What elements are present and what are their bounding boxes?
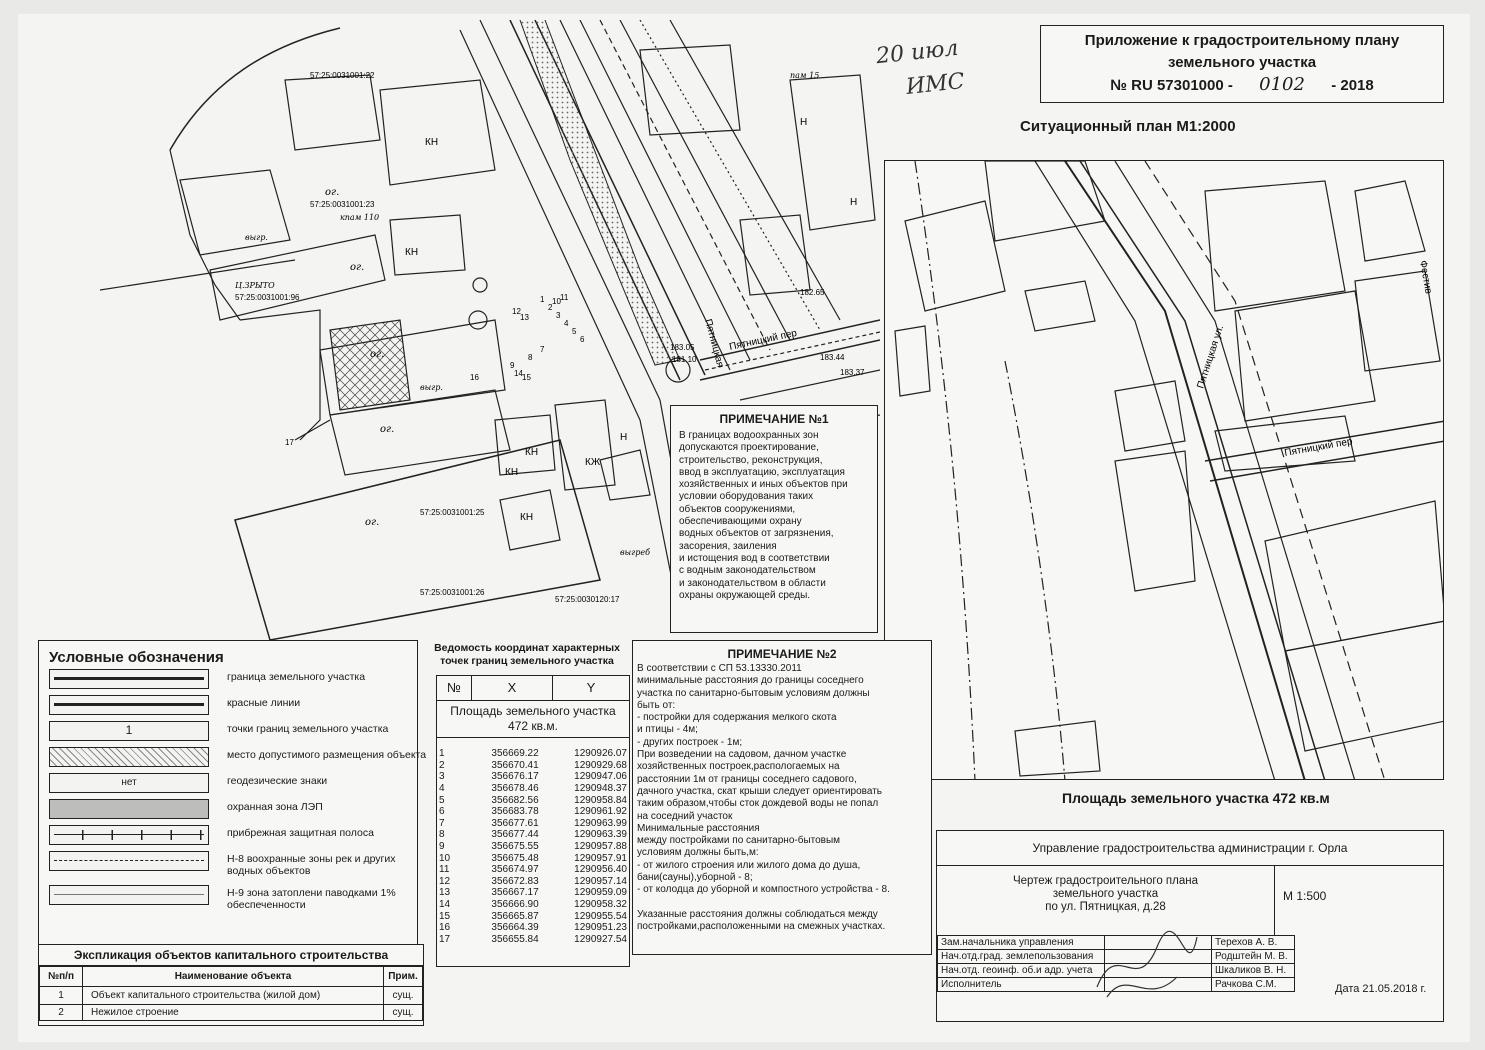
coords-no: 10	[439, 852, 451, 864]
coords-y: 1290926.07	[574, 748, 627, 760]
building-label: КН	[425, 137, 439, 148]
situation-street-lane: Пятницкий пер	[1283, 436, 1354, 459]
coords-x: 356682.56	[491, 794, 539, 806]
point-number: 12	[512, 307, 521, 316]
legend-symbol-coastal	[49, 825, 209, 845]
note2-line: и птицы - 4м;	[637, 724, 698, 736]
stamp-role: Зам.начальника управления	[938, 936, 1105, 950]
point-number: 17	[285, 438, 294, 447]
note2-box	[632, 640, 932, 955]
legend-symbol-red-lines	[49, 695, 209, 715]
explication-title: Экспликация объектов капитального строительства	[39, 945, 423, 966]
coords-row	[437, 748, 629, 760]
note1-line: хозяйственных и иных объектов при	[679, 479, 848, 491]
explication-row: 1 Объект капитального строительства (жилой дом) сущ.	[40, 987, 423, 1005]
point-number: 9	[510, 361, 515, 370]
legend-label: граница земельного участка	[227, 671, 366, 683]
map-note: выгреб	[620, 548, 650, 557]
legend-label: прибрежная защитная полоса	[227, 827, 374, 839]
coords-y: 1290948.37	[574, 783, 627, 795]
point-number: 14	[514, 369, 523, 378]
situation-area-caption: Площадь земельного участка 472 кв.м	[1062, 790, 1330, 806]
note1-line: и законодательством в области	[679, 577, 826, 589]
header-line2: земельного участка	[1167, 54, 1317, 71]
coords-row	[437, 887, 629, 899]
coords-no: 13	[439, 887, 451, 899]
point-number: 16	[470, 373, 479, 382]
stamp-drawing-line1: Чертеж градостроительного плана	[1012, 875, 1199, 887]
note1-line: охраны окружающей среды.	[679, 589, 811, 601]
legend-label: Н-8 воохранные зоны рек и других водных объектов	[227, 853, 396, 877]
note1-line: обеспечивающими охрану	[679, 516, 802, 528]
coords-x: 356664.39	[491, 922, 539, 934]
coords-no: 7	[439, 817, 445, 829]
note2-line: При возведении на садовом, дачном участке	[637, 749, 847, 761]
handwritten-plan-number: 0102	[1259, 74, 1305, 95]
coords-row	[437, 934, 629, 946]
coords-x: 356655.84	[491, 933, 539, 945]
note1-line: В границах водоохранных зон	[679, 430, 819, 441]
coords-no: 4	[439, 783, 445, 795]
title-block	[936, 830, 1444, 1022]
coords-no: 11	[439, 864, 450, 876]
cadastre-label: 57:25:0031001:23	[310, 200, 375, 209]
map-note: выгр.	[420, 383, 443, 392]
legend-label: Н-9 зона затоплени паводками 1% обеспеченности	[227, 887, 396, 911]
coords-row	[437, 852, 629, 864]
coords-no: 3	[439, 771, 445, 783]
legend-box	[38, 640, 427, 948]
legend-title: Условные обозначения	[49, 649, 224, 666]
map-note: 183.05	[670, 343, 695, 352]
coords-header	[437, 676, 629, 701]
coords-no: 15	[439, 910, 451, 922]
coords-x: 356674.97	[491, 864, 539, 876]
map-note: 183.44	[820, 353, 845, 362]
coords-y: 1290957.91	[574, 852, 627, 864]
stamp-person: Рачкова С.М.	[1212, 978, 1295, 992]
stamp-person: Терехов А. В.	[1212, 936, 1295, 950]
number-suffix: - 2018	[1331, 77, 1374, 94]
coords-x: 356677.61	[491, 817, 539, 829]
coords-no: 2	[439, 759, 445, 771]
coords-row	[437, 771, 629, 783]
note2-line: быть от:	[637, 699, 676, 711]
note1-box	[670, 405, 878, 633]
building-label: КН	[525, 447, 539, 458]
coords-y: 1290927.54	[574, 933, 627, 945]
point-number: 15	[522, 373, 531, 382]
coords-x: 356669.22	[491, 748, 539, 760]
situation-street-vertical: Пятницкая ул.	[1195, 323, 1227, 390]
handwritten-initials: ИМС	[904, 69, 966, 100]
note1-line: строительство, реконструкция,	[679, 454, 823, 466]
stamp-drawing-line3: по ул. Пятницкая, д.28	[1045, 901, 1166, 913]
stamp-date: Дата 21.05.2018 г.	[1335, 983, 1427, 995]
coords-x: 356672.83	[491, 875, 539, 887]
point-number: 2	[548, 303, 553, 312]
coords-row	[437, 864, 629, 876]
coords-x: 356667.17	[491, 887, 539, 899]
coords-row	[437, 841, 629, 853]
coords-row	[437, 876, 629, 888]
coords-x: 356665.87	[491, 910, 539, 922]
map-note: 183.37	[840, 368, 865, 377]
stamp-role: Нач.отд. геоинф. об.и адр. учета	[938, 964, 1105, 978]
yard-label: ог.	[325, 187, 340, 198]
explication-col-name: Наименование объекта	[83, 967, 384, 987]
explication-box	[38, 944, 424, 1026]
coords-y: 1290929.68	[574, 759, 627, 771]
stamp-person: Родштейн М. В.	[1212, 950, 1295, 964]
coords-x: 356677.44	[491, 829, 539, 841]
point-number: 6	[580, 335, 585, 344]
coords-no: 8	[439, 829, 445, 841]
note1-line: условии оборудования таких	[679, 491, 814, 503]
map-note: 181.10	[672, 355, 697, 364]
building-label: КН	[405, 247, 419, 258]
coords-y: 1290963.39	[574, 829, 627, 841]
note2-line	[637, 897, 927, 909]
coords-row	[437, 794, 629, 806]
note2-line: бани(сауны),уборной - 8;	[637, 872, 753, 884]
coords-table	[437, 748, 629, 945]
cadastre-label: 57:25:0031001:26	[420, 588, 485, 597]
cadastre-label: 57:25:0031001:22	[310, 71, 375, 80]
legend-symbol-geodetic: нет	[49, 773, 209, 793]
coords-y: 1290958.32	[574, 899, 627, 911]
building-label: Н	[850, 197, 858, 208]
note1-title: ПРИМЕЧАНИЕ №1	[719, 412, 829, 426]
point-number: 13	[520, 313, 529, 322]
point-number: 4	[564, 319, 569, 328]
note1-text	[679, 430, 869, 602]
legend-symbol-water-zone	[49, 851, 209, 871]
situation-drawing	[885, 161, 1444, 780]
note2-line: хозяйственных построек,распологаемых на	[637, 761, 840, 773]
coords-col-no: №	[437, 676, 472, 700]
note2-line: минимальные расстояния до границы соседнего	[637, 675, 864, 687]
coords-no: 17	[439, 933, 451, 945]
note1-line: и истощения вод в соответствии	[679, 552, 830, 564]
note1-line: объектов сооружениями,	[679, 503, 796, 515]
coords-x: 356666.90	[491, 899, 539, 911]
legend-item	[49, 695, 449, 721]
cadastre-label: 57:25:0031001:96	[235, 293, 300, 302]
legend-item	[49, 825, 449, 851]
note1-line: допускаются проектирование,	[679, 442, 819, 454]
header-number	[1041, 74, 1443, 97]
explication-row: 2 Нежилое строение сущ.	[40, 1005, 423, 1021]
legend-symbol-flood-zone	[49, 885, 209, 905]
coords-row	[437, 910, 629, 922]
note1-line: водных объектов от загрязнения,	[679, 528, 834, 540]
coords-no: 16	[439, 922, 451, 934]
coords-y: 1290961.92	[574, 806, 627, 818]
legend-label: красные линии	[227, 697, 301, 709]
note2-line: участка по санитарно-бытовым условиям должны	[637, 687, 870, 699]
cadastre-label: 57:25:0030120:17	[555, 595, 620, 604]
legend-item	[49, 721, 449, 747]
coords-row	[437, 806, 629, 818]
coords-no: 6	[439, 806, 445, 818]
map-note: выгр.	[245, 233, 268, 242]
coords-y: 1290957.88	[574, 841, 627, 853]
coords-x: 356675.55	[491, 841, 539, 853]
stamp-scale: М 1:500	[1283, 889, 1327, 903]
note2-line: - от жилого строения или жилого дома до душа,	[637, 859, 861, 871]
explication-table	[39, 966, 423, 1021]
situation-title: Ситуационный план М1:2000	[1020, 118, 1236, 135]
coords-x: 356683.78	[491, 806, 539, 818]
coords-y: 1290947.06	[574, 771, 627, 783]
coords-x: 356670.41	[491, 759, 539, 771]
stamp-drawing-line2: земельного участка	[1052, 888, 1159, 900]
legend-label: точки границ земельного участка	[227, 723, 389, 735]
coords-no: 14	[439, 899, 451, 911]
note1-line: с водным законодательством	[679, 565, 816, 577]
coords-box	[436, 675, 630, 967]
point-number: 8	[528, 353, 533, 362]
situation-plan	[884, 160, 1444, 780]
header-line1: Приложение к градостроительному плану	[1084, 32, 1400, 49]
coords-x: 356676.17	[491, 771, 539, 783]
legend-item	[49, 747, 449, 773]
coords-no: 5	[439, 794, 445, 806]
coords-row	[437, 829, 629, 841]
coords-row	[437, 899, 629, 911]
note2-line: на соседний участок	[637, 810, 733, 822]
signature-scribbles	[1087, 927, 1207, 1007]
coords-area-line2: 472 кв.м.	[508, 719, 558, 733]
coords-area	[437, 701, 629, 738]
legend-label: место допустимого размещения объекта	[227, 749, 427, 761]
coords-title: Ведомость координат характерных точек границ земельного участка	[434, 642, 620, 667]
note2-line: таким образом,чтобы сток дождевой воды не попал	[637, 798, 879, 810]
point-number: 11	[560, 293, 569, 302]
note2-text	[637, 663, 927, 934]
coords-no: 9	[439, 841, 445, 853]
yard-label: ог.	[380, 424, 395, 435]
point-number: 7	[540, 345, 545, 354]
note1-line: ввод в эксплуатацию, эксплуатация	[679, 466, 845, 478]
coords-y: 1290951.23	[574, 922, 627, 934]
legend-symbol-boundary	[49, 669, 209, 689]
coords-y: 1290955.54	[574, 910, 627, 922]
note2-line: дачного участка, скат крыши следует ориентировать	[637, 785, 883, 797]
note1-line: засорения, заиления	[679, 540, 777, 552]
building-label: Н	[800, 117, 808, 128]
yard-label: ог.	[370, 349, 385, 360]
coords-y: 1290957.14	[574, 875, 627, 887]
coords-y: 1290959.09	[574, 887, 627, 899]
legend-item	[49, 669, 449, 695]
stamp-org: Управление градостроительства администрации г. Орла	[937, 831, 1443, 866]
coords-row	[437, 760, 629, 772]
stamp-drawing	[937, 865, 1275, 935]
yard-label: ог.	[350, 262, 365, 273]
coords-y: 1290958.84	[574, 794, 627, 806]
legend-symbol-point: 1	[49, 721, 209, 741]
header-box	[1040, 25, 1444, 103]
note2-line: постройками,расположенными на смежных участках.	[637, 921, 886, 933]
coords-x: 356675.48	[491, 852, 539, 864]
note2-line: - других построек - 1м;	[637, 736, 743, 748]
building-label: КН	[520, 512, 534, 523]
stamp-role: Нач.отд.град. землепользования	[938, 950, 1105, 964]
legend-label: охранная зона ЛЭП	[227, 801, 323, 813]
note2-line: Указанные расстояния должны соблюдаться между	[637, 908, 878, 920]
building-label: Н	[620, 432, 628, 443]
coords-no: 1	[439, 748, 445, 760]
map-note: Пятницкая	[702, 317, 726, 369]
point-number: 5	[572, 327, 577, 336]
stamp-role: Исполнитель	[938, 978, 1105, 992]
coords-col-y: Y	[586, 680, 596, 695]
legend-symbol-power-zone	[49, 799, 209, 819]
note2-line: - постройки для содержания мелкого скота	[637, 712, 837, 724]
note2-line: - от колодца до уборной и компостного устройства - 8.	[637, 884, 890, 896]
legend-symbol-hatch	[49, 747, 209, 767]
building-label: КН	[505, 467, 519, 478]
point-number: 10	[552, 297, 561, 306]
cadastre-label: 57:25:0031001:25	[420, 508, 485, 517]
coords-y: 1290963.99	[574, 817, 627, 829]
coords-row	[437, 922, 629, 934]
note2-line: В соответствии с СП 53.13330.2011	[637, 663, 802, 674]
number-prefix: № RU 57301000 -	[1110, 77, 1233, 94]
note2-title: ПРИМЕЧАНИЕ №2	[727, 647, 837, 661]
building-label: КЖ	[585, 457, 601, 468]
point-number: 1	[540, 295, 545, 304]
coords-col-x: X	[472, 676, 553, 700]
map-note: Ц.ЗРЫТО	[235, 281, 275, 290]
legend-item	[49, 799, 449, 825]
legend-item	[49, 773, 449, 799]
legend-item	[49, 885, 449, 919]
coords-x: 356678.46	[491, 783, 539, 795]
stamp-person: Шкаликов В. Н.	[1212, 964, 1295, 978]
street-label: Пятницкий пер	[728, 327, 799, 353]
note2-line: расстоянии 1м от границы соседнего садового,	[637, 773, 857, 785]
legend-label: геодезические знаки	[227, 775, 328, 787]
explication-col-no: №п/п	[40, 967, 83, 987]
yard-label: ог.	[365, 517, 380, 528]
note2-line: между постройками по санитарно-бытовым	[637, 835, 841, 847]
note2-line: Минимальные расстояния	[637, 822, 760, 834]
coords-no: 12	[439, 875, 451, 887]
situation-street-edge: Фестив	[1417, 259, 1434, 295]
coords-row	[437, 818, 629, 830]
map-note: 182.65	[800, 288, 825, 297]
coords-area-line1: Площадь земельного участка	[450, 704, 616, 718]
map-note: кпам 110	[340, 213, 380, 222]
coords-row	[437, 783, 629, 795]
map-note: пам 15	[790, 71, 820, 80]
note2-line: условиям должны быть,м:	[637, 847, 759, 859]
coords-y: 1290956.40	[574, 864, 627, 876]
point-number: 3	[556, 311, 561, 320]
explication-col-note: Прим.	[384, 967, 423, 987]
handwritten-date: 20 июл	[874, 35, 960, 70]
legend-item	[49, 851, 449, 885]
